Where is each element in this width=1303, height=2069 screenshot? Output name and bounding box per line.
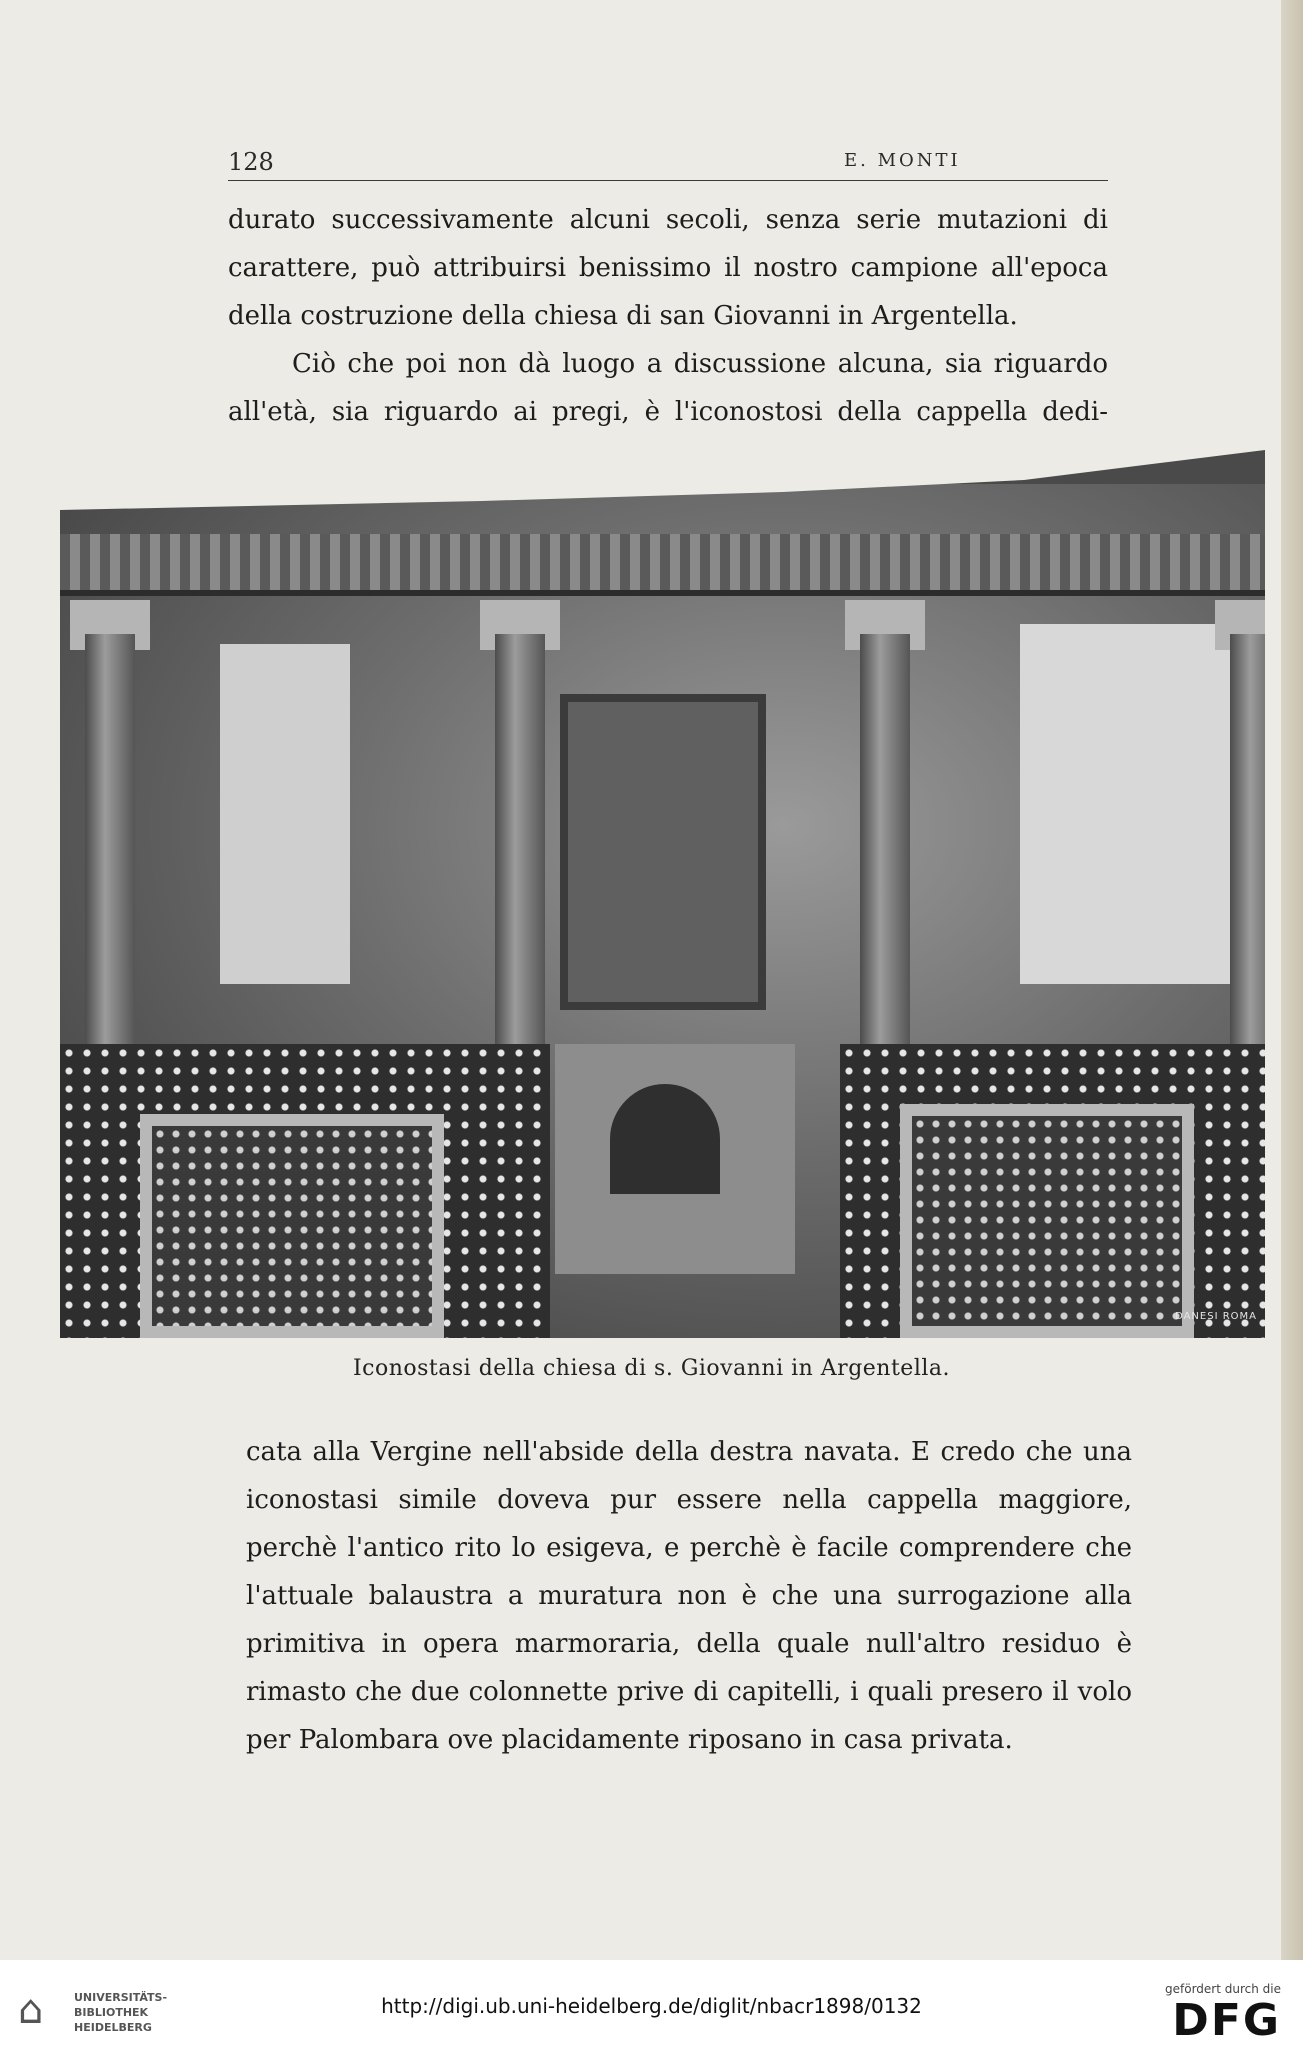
page-number: 128 [228, 148, 274, 176]
screen-panel [900, 1104, 1194, 1338]
library-emblem-icon: ⌂ [18, 1987, 44, 2033]
running-head [228, 148, 1108, 181]
cosmati-screen-right [840, 1044, 1265, 1338]
altar-niche [610, 1084, 720, 1194]
funder-credit-label: gefördert durch die [1165, 1982, 1281, 1996]
paragraph: durato successivamente alcuni secoli, senza serie mutazioni di carattere, può attribuirsi benissimo il nostro campione all'epoca della costruzione della chiesa di san Giovanni in Argentella. [228, 205, 1108, 331]
architrave [60, 534, 1265, 596]
screen-panel [140, 1114, 444, 1338]
upper-text-block [228, 196, 1108, 436]
wall-patch [220, 644, 350, 984]
column [860, 634, 910, 1104]
paragraph: cata alla Vergine nell'abside della destra navata. E credo che una iconostasi simile doveva pur essere nella cappella maggiore, perchè l'antico rito lo esigeva, e perchè è facile comprendere che l'attuale balaustra a muratura non è che una surrogazione alla primitiva in opera marmoraria, della quale null'altro residuo è rimasto che due colonnette prive di capitelli, i quali presero il volo per Palombara ove placidamente riposano in casa privata. [246, 1437, 1132, 1755]
altar [555, 1044, 795, 1274]
page-edge [1281, 0, 1303, 1960]
column [1230, 634, 1265, 1104]
library-name: UNIVERSITÄTS- BIBLIOTHEK HEIDELBERG [74, 1991, 168, 2034]
photo-area [60, 484, 1265, 1338]
dfg-logo: DFG [1172, 1995, 1281, 2046]
funder-credit[interactable] [1165, 1982, 1281, 2046]
figure-caption: Iconostasi della chiesa di s. Giovanni in Argentella. [352, 1356, 951, 1381]
icon-frame [560, 694, 766, 1010]
column [495, 634, 545, 1104]
column [85, 634, 135, 1104]
lower-text-block [246, 1428, 1132, 1764]
paragraph: Ciò che poi non dà luogo a discussione alcuna, sia riguardo all'età, sia riguardo ai pregi, è l'iconostosi della cappella dedi- [228, 349, 1108, 427]
iconostasis-photograph [60, 450, 1265, 1338]
photographer-stamp: DANESI ROMA [1175, 1311, 1257, 1322]
cosmati-screen-left [60, 1044, 550, 1338]
permalink[interactable]: http://digi.ub.uni-heidelberg.de/diglit/nbacr1898/0132 [381, 1994, 922, 2018]
wall-patch [1020, 624, 1240, 984]
running-head-author: E. MONTI [844, 150, 961, 171]
